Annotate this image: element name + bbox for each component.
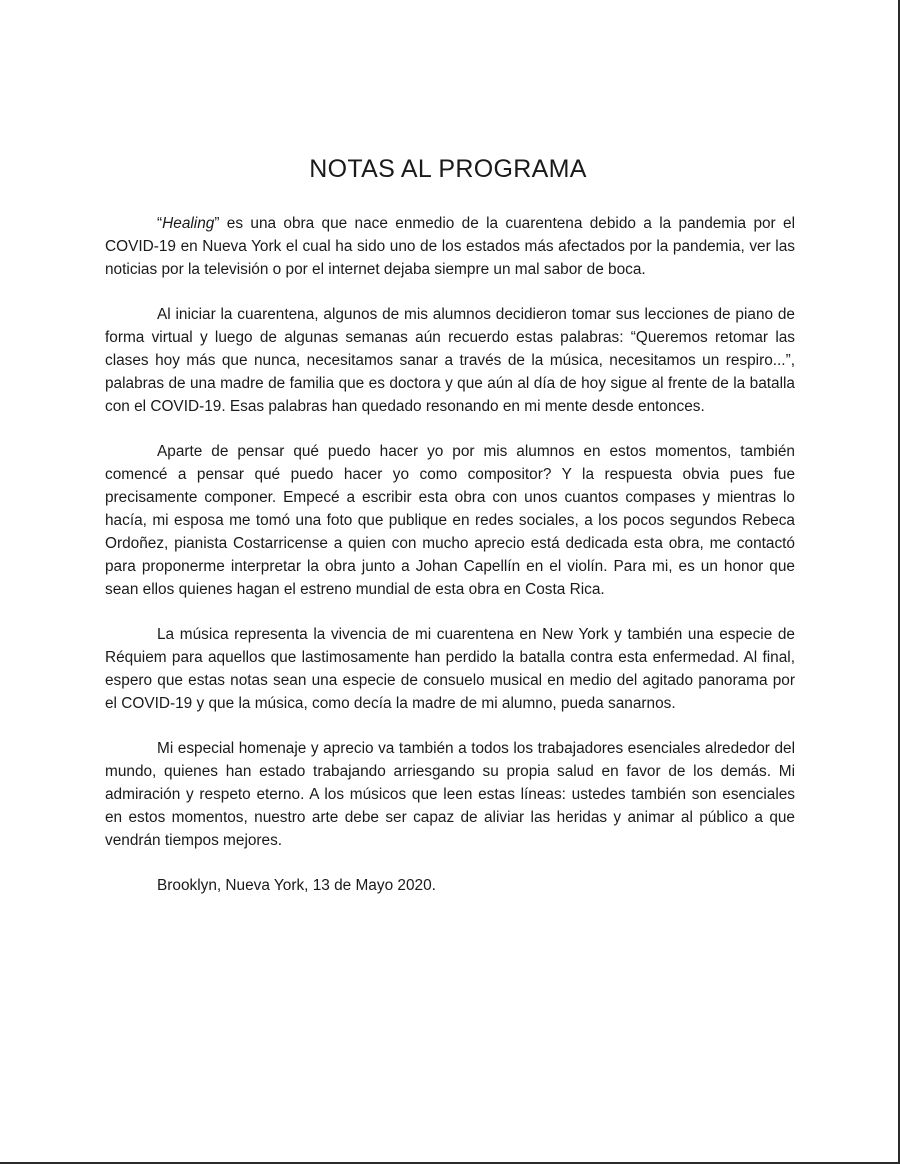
paragraph-2: Al iniciar la cuarentena, algunos de mis alumnos decidieron tomar sus lecciones de piano de forma virtual y luego de algunas semanas aún recuerdo estas palabras: “Queremos retomar las clases hoy más que nunca, necesitamos sanar a través de la música, necesitamos un respiro...”, palabras de una madre de familia que es doctora y que aún al día de hoy sigue al frente de la batalla con el COVID-19. Esas palabras han quedado resonando en mi mente desde entonces. [105,306,795,415]
italic-title-word: Healing [162,215,215,232]
signature-line: Brooklyn, Nueva York, 13 de Mayo 2020. [157,877,436,894]
opening-quote: “ [157,215,163,232]
document-body [105,212,795,897]
paragraph-5: Mi especial homenaje y aprecio va también a todos los trabajadores esenciales alrededor del mundo, quienes han estado trabajando arriesgando su propia salud en favor de los demás. Mi admiración y respeto eterno. A los músicos que leen estas líneas: ustedes también son esenciales en estos momentos, nuestro arte debe ser capaz de aliviar las heridas y animar al público a que vendrán tiempos mejores. [105,740,795,849]
paragraph-4: La música representa la vivencia de mi cuarentena en New York y también una especie de Réquiem para aquellos que lastimosamente han perdido la batalla contra esta enfermedad. Al final, espero que estas notas sean una especie de consuelo musical en medio del agitado panorama por el COVID-19 y que la música, como decía la madre de mi alumno, pueda sanarnos. [105,626,795,712]
paragraph-1 [105,212,795,281]
paragraph-1-text: ” es una obra que nace enmedio de la cuarentena debido a la pandemia por el COVID-19 en Nueva York el cual ha sido uno de los estados más afectados por la pandemia, ver las noticias por la televisión o por el internet dejaba siempre un mal sabor de boca. [105,215,795,278]
page-title: NOTAS AL PROGRAMA [309,155,587,183]
paragraph-3: Aparte de pensar qué puedo hacer yo por mis alumnos en estos momentos, también comencé a pensar qué puedo hacer yo como compositor? Y la respuesta obvia pues fue precisamente componer. Empecé a escribir esta obra con unos cuantos compases y mientras lo hacía, mi esposa me tomó una foto que publique en redes sociales, a los pocos segundos Rebeca Ordoñez, pianista Costarricense a quien con mucho aprecio está dedicada esta obra, me contactó para proponerme interpretar la obra junto a Johan Capellín en el violín. Para mi, es un honor que sean ellos quienes hagan el estreno mundial de esta obra en Costa Rica. [105,443,795,598]
